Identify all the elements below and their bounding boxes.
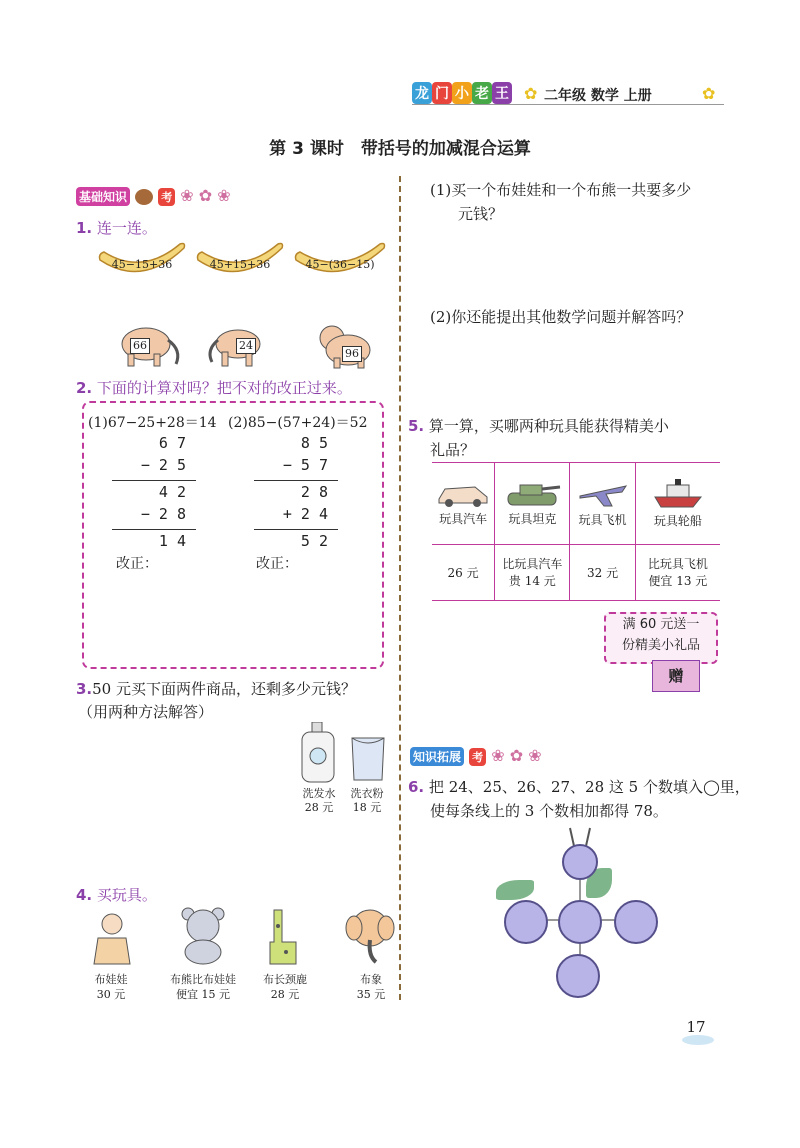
toy-price: 35 元 (356, 988, 386, 1001)
toy-doll (80, 972, 142, 1002)
ship-icon (651, 477, 705, 509)
q2-left-expr: (1)67−25+28＝14 (88, 415, 217, 431)
bear-toy-icon (178, 906, 228, 970)
q6-heading-line2: 使每条线上的 3 个数相加都得 78。 (430, 802, 668, 820)
toy-name: 布娃娃 (94, 973, 128, 986)
promo-box (604, 612, 718, 664)
q2-left-fix[interactable]: 改正： (116, 556, 158, 572)
calc-row: 5 2 (300, 532, 328, 550)
toy-ship-price: 比玩具飞机 便宜 13 元 (647, 557, 708, 588)
header-rule (412, 104, 724, 105)
shampoo-icon (298, 722, 338, 788)
q2-right-calc (254, 434, 344, 554)
promo-line1: 满 60 元送一 (622, 617, 700, 632)
toy-bear (160, 972, 246, 1002)
elephant-toy-icon (344, 906, 396, 970)
product-name: 洗发水 (302, 787, 336, 800)
product-price: 28 元 (304, 801, 334, 814)
calc-line (112, 529, 196, 530)
calc-row: 6 7 (158, 434, 186, 452)
header-grade-info: 二年级 数学 上册 (544, 88, 652, 104)
q5-toy-table (432, 462, 720, 601)
butterfly-icon: ✿ (524, 84, 538, 103)
q1-heading: 1. 连一连。 (76, 219, 157, 237)
q2-left-calc (112, 434, 202, 554)
calc-row: − 2 5 (140, 456, 186, 474)
section-extend: 知识拓展 考 ❀ ✿ ❀ (410, 746, 542, 766)
q4-sub1-line2: 元钱？ (458, 205, 504, 223)
exam-badge: 考 (469, 748, 486, 766)
butterfly-icon: ❀ ✿ ❀ (491, 746, 542, 765)
toy-name: 玩具坦克 (508, 511, 557, 526)
q6-heading: 6. 把 24、25、26、27、28 这 5 个数填入◯里， 使每条线上的 3 个数相加都得 78。 (408, 775, 750, 823)
banana-expr: 45+15+36 (209, 258, 271, 271)
butterfly-icon: ✿ (702, 84, 716, 103)
product-detergent (342, 787, 392, 815)
product-price: 18 元 (352, 801, 382, 814)
calc-row: − 5 7 (282, 456, 328, 474)
toy-ship-cell (635, 462, 720, 544)
toy-giraffe (254, 972, 316, 1002)
header-brand: 龙 门 小 老 王 (412, 82, 512, 104)
q3-heading: 3.50 元买下面两件商品，还剩多少元钱？ (76, 680, 356, 698)
elephant-number: 66 (130, 338, 150, 354)
exam-badge: 考 (158, 188, 175, 206)
elephant-number: 96 (342, 346, 362, 362)
toy-name: 玩具飞机 (578, 512, 627, 527)
promo-line2: 份精美小礼品 (621, 638, 700, 653)
bear-icon (135, 189, 153, 205)
toy-tank-cell (495, 462, 570, 544)
q4-sub2: (2)你还能提出其他数学问题并解答吗？ (430, 308, 692, 326)
q6-circle-top[interactable] (562, 844, 598, 880)
q3-note: （用两种方法解答） (78, 703, 214, 721)
toy-plane-price: 32 元 (570, 544, 635, 600)
toy-name: 玩具轮船 (653, 513, 702, 528)
q4-sub1 (430, 178, 691, 226)
q4-sub1-line1: (1)买一个布娃娃和一个布熊一共要多少 (430, 181, 692, 199)
elephant-number: 24 (236, 338, 256, 354)
toy-name: 布长颈鹿 (263, 973, 307, 986)
toy-plane-cell (570, 462, 635, 544)
calc-line (254, 529, 338, 530)
q2-right-expr: (2)85−(57+24)＝52 (228, 415, 368, 431)
section-basic: 基础知识 考 ❀ ✿ ❀ (76, 186, 231, 206)
toy-price: 30 元 (96, 988, 126, 1001)
toy-elephant (340, 972, 402, 1002)
elephant-3[interactable] (310, 322, 376, 370)
banana-1[interactable] (96, 238, 188, 282)
banana-2[interactable] (194, 238, 286, 282)
tank-icon (502, 479, 562, 507)
toy-price: 便宜 15 元 (176, 988, 230, 1001)
calc-row: 2 8 (300, 483, 328, 501)
toy-car-price: 26 元 (432, 544, 495, 600)
q5-heading-line2: 礼品？ (430, 441, 476, 459)
car-icon (435, 479, 491, 507)
page-number: 17 (686, 1018, 706, 1036)
banana-3[interactable] (292, 238, 388, 282)
q6-circle-center[interactable] (558, 900, 602, 944)
calc-row: 4 2 (158, 483, 186, 501)
banana-expr: 45−(36−15) (305, 258, 375, 271)
page-number-badge (676, 1014, 716, 1046)
butterfly-icon: ❀ ✿ ❀ (180, 186, 231, 205)
detergent-icon (348, 734, 388, 786)
calc-line (254, 480, 338, 481)
page-title: 第 3 课时 带括号的加减混合运算 (269, 139, 531, 159)
q5-heading: 5. 算一算，买哪两种玩具能获得精美小 礼品？ (408, 414, 669, 462)
calc-row: + 2 4 (282, 505, 328, 523)
banana-expr: 45−15+36 (111, 258, 173, 271)
gift-label: 赠 (652, 660, 700, 692)
column-divider (399, 176, 401, 1000)
elephant-icon (116, 320, 184, 368)
calc-line (112, 480, 196, 481)
doll-icon (90, 912, 134, 970)
calc-row: 8 5 (300, 434, 328, 452)
elephant-1[interactable] (116, 320, 184, 368)
q2-right-fix[interactable]: 改正： (256, 556, 298, 572)
toy-car-cell (432, 462, 495, 544)
plane-icon (576, 478, 630, 508)
q6-diagram (490, 818, 670, 1002)
elephant-2[interactable] (206, 322, 272, 368)
calc-row: − 2 8 (140, 505, 186, 523)
q6-circle-right[interactable] (614, 900, 658, 944)
toy-price: 28 元 (270, 988, 300, 1001)
product-shampoo (294, 787, 344, 815)
toy-name: 玩具汽车 (439, 511, 488, 526)
q6-circle-left[interactable] (504, 900, 548, 944)
toy-name: 布熊比布娃娃 (170, 973, 236, 986)
q2-heading: 2. 下面的计算对吗？把不对的改正过来。 (76, 379, 352, 397)
toy-name: 布象 (360, 973, 382, 986)
q6-circle-bottom[interactable] (556, 954, 600, 998)
toy-tank-price: 比玩具汽车 贵 14 元 (495, 544, 570, 600)
giraffe-icon (262, 906, 302, 970)
product-name: 洗衣粉 (350, 787, 384, 800)
q4-heading: 4. 买玩具。 (76, 886, 157, 904)
calc-row: 1 4 (158, 532, 186, 550)
